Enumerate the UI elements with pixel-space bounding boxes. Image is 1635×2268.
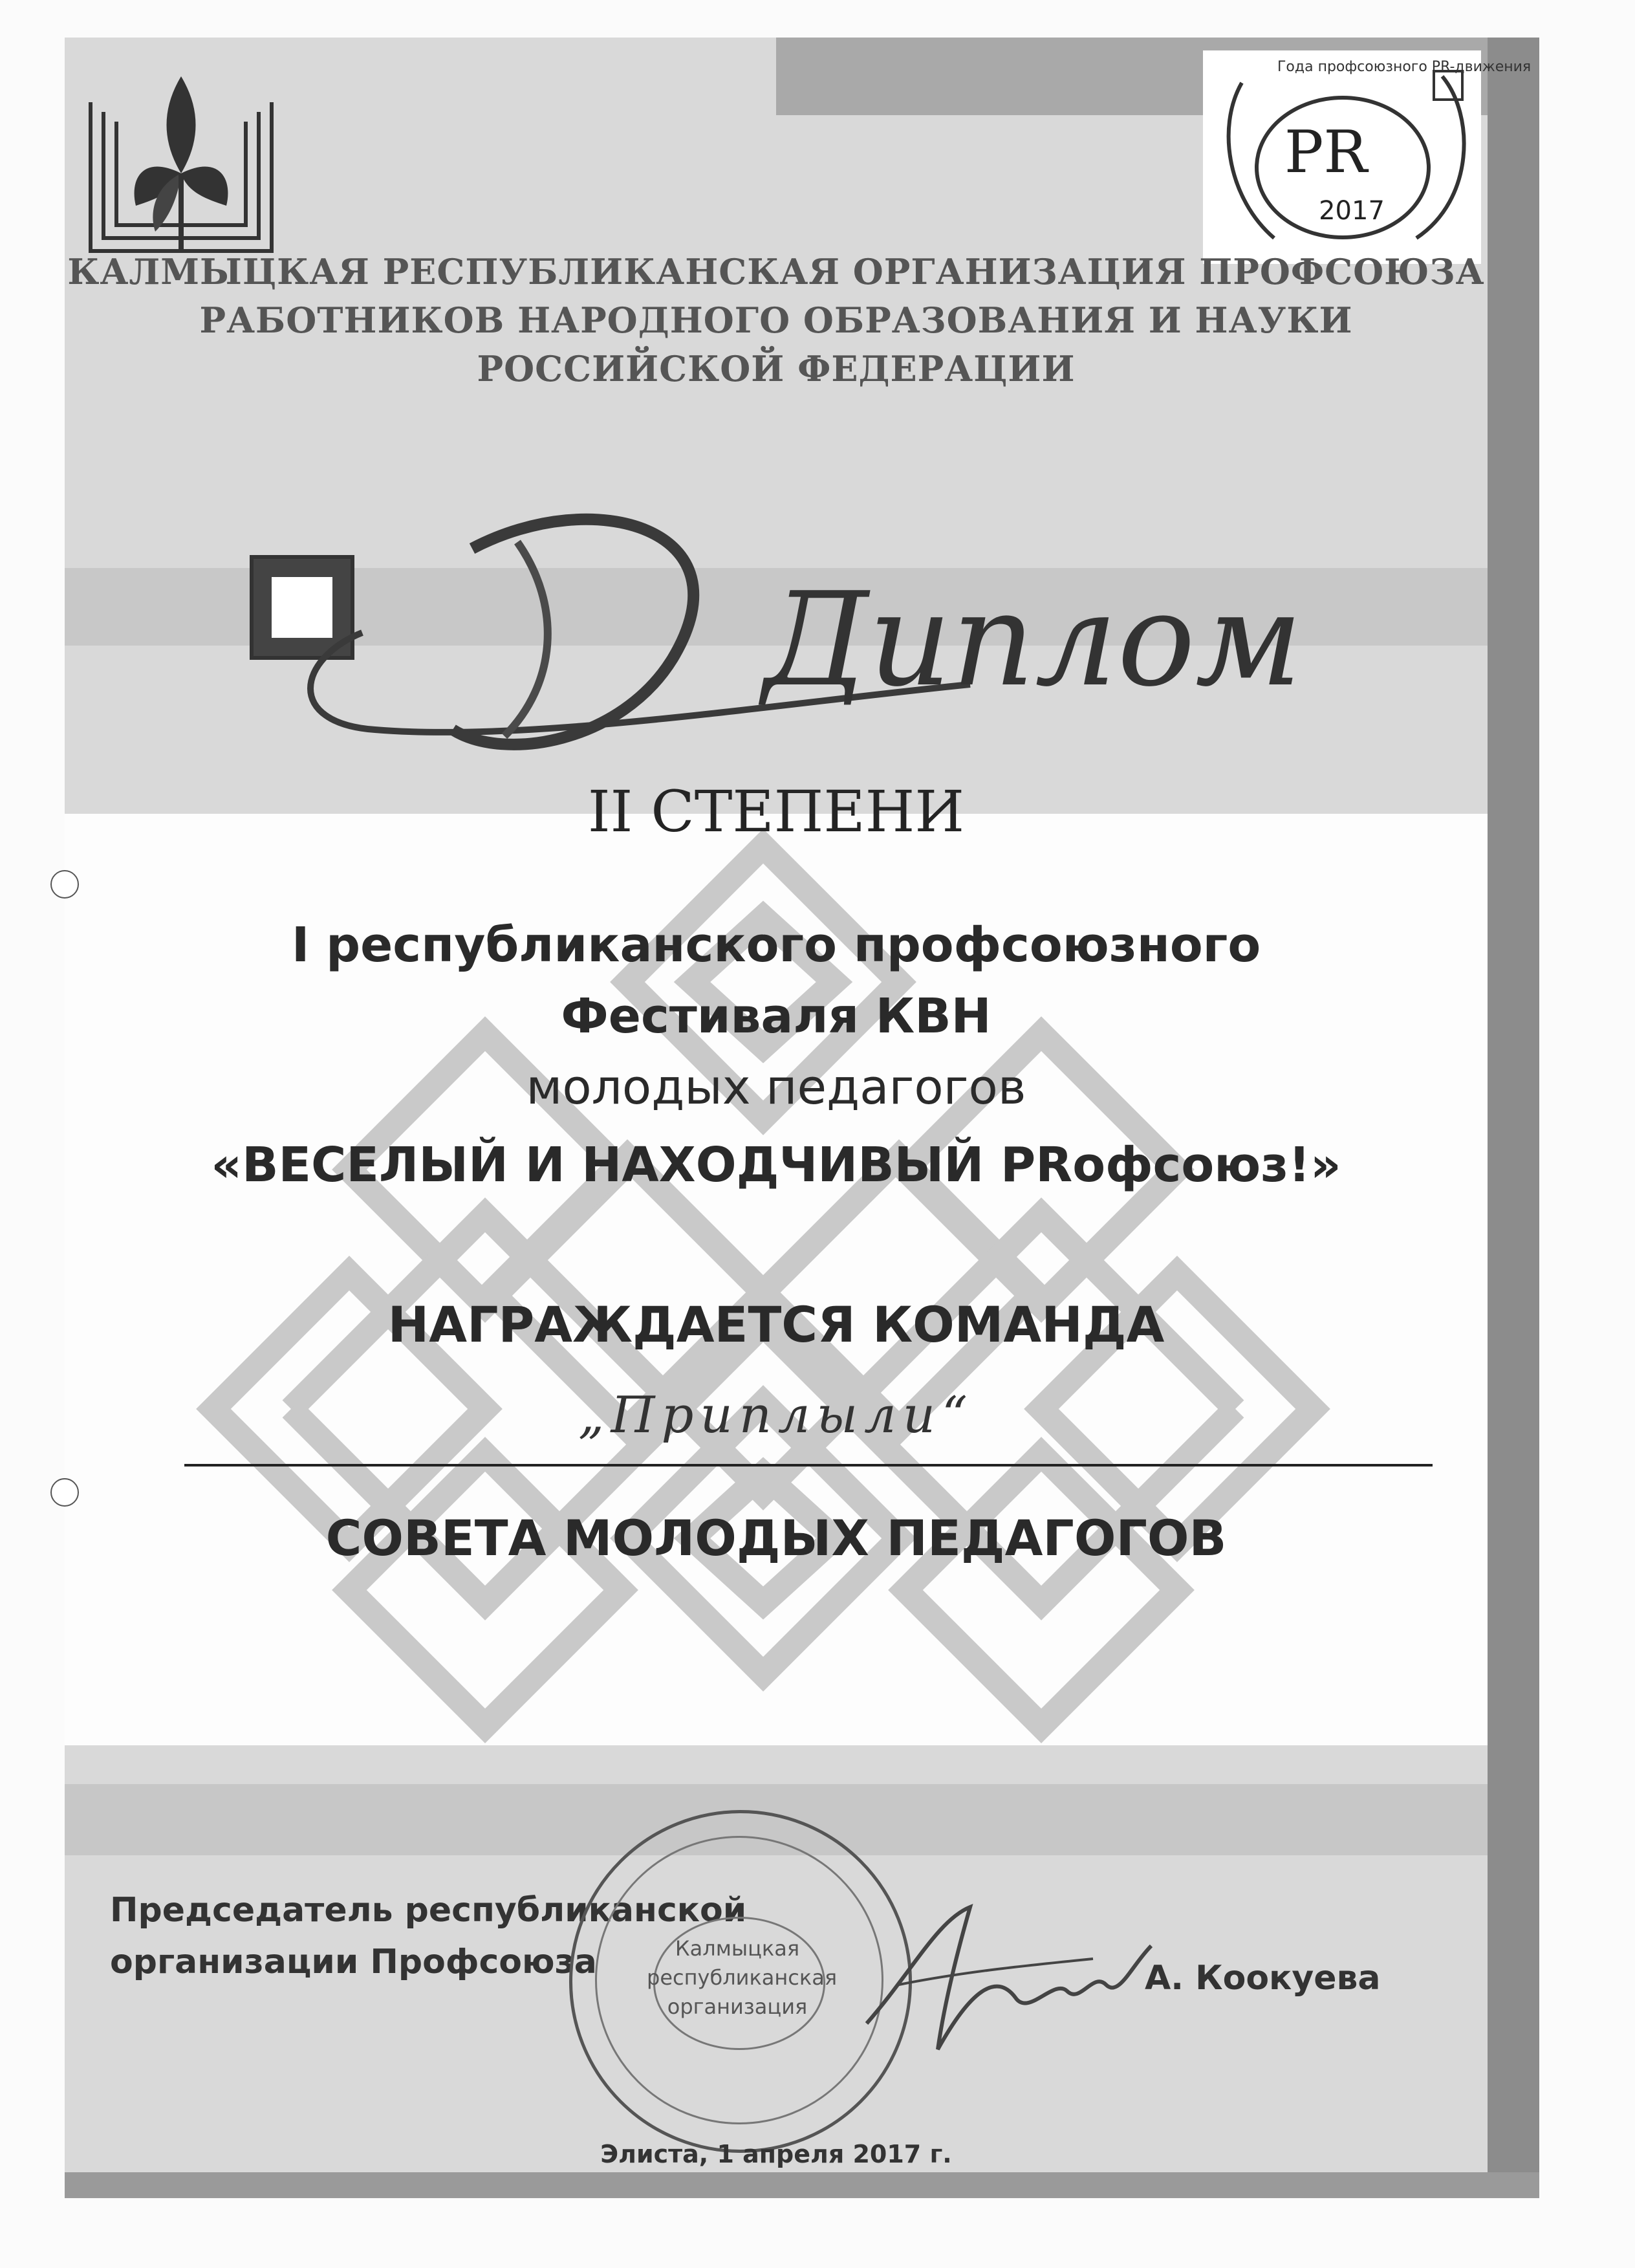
stamp-text-line-2: республиканская bbox=[647, 1965, 838, 1990]
place-and-date: Элиста, 1 апреля 2017 г. bbox=[600, 2140, 952, 2168]
punch-hole bbox=[50, 1478, 79, 1507]
award-line: НАГРАЖДАЕТСЯ КОМАНДА bbox=[387, 1296, 1165, 1353]
organization-line-2: РАБОТНИКОВ НАРОДНОГО ОБРАЗОВАНИЯ И НАУКИ bbox=[199, 300, 1353, 341]
handwritten-signature bbox=[860, 1894, 1158, 2062]
union-logo bbox=[78, 63, 285, 270]
pr-year-logo bbox=[1203, 50, 1532, 264]
pr-ring-text: Года профсоюзного PR-движения bbox=[1277, 59, 1532, 75]
team-organization: СОВЕТА МОЛОДЫХ ПЕДАГОГОВ bbox=[325, 1509, 1227, 1567]
diploma-title-calligraphy bbox=[259, 490, 1358, 781]
event-line-3: молодых педагогов bbox=[526, 1060, 1026, 1115]
signatory-position-line-1: Председатель республиканской bbox=[110, 1891, 747, 1930]
organization-line-1: КАЛМЫЦКАЯ РЕСПУБЛИКАНСКАЯ ОРГАНИЗАЦИЯ ПРОФСОЮЗА bbox=[67, 251, 1485, 292]
event-line-1: I республиканского профсоюзного bbox=[291, 917, 1261, 973]
event-line-2: Фестиваля КВН bbox=[561, 988, 991, 1044]
signatory-position-line-2: организации Профсоюза bbox=[110, 1943, 597, 1981]
bottom-border-band bbox=[65, 2172, 1539, 2198]
signatory-name: А. Коокуева bbox=[1145, 1959, 1381, 1998]
degree-title: II СТЕПЕНИ bbox=[587, 778, 965, 845]
diploma-title-text: Диплом bbox=[763, 565, 1303, 715]
organization-line-3: РОССИЙСКОЙ ФЕДЕРАЦИИ bbox=[477, 348, 1076, 389]
right-border-band bbox=[1488, 38, 1539, 2172]
stamp-text-line-1: Калмыцкая bbox=[675, 1936, 800, 1961]
pr-mini-logo-icon bbox=[1433, 70, 1464, 101]
pr-center-text: PR bbox=[1284, 118, 1368, 186]
team-name-handwritten: „Приплыли“ bbox=[578, 1386, 974, 1445]
stamp-text-line-3: организация bbox=[667, 1994, 808, 2019]
diploma-background bbox=[65, 38, 1532, 2172]
pr-year: 2017 bbox=[1319, 196, 1385, 226]
team-name-underline bbox=[184, 1464, 1433, 1467]
event-line-4: «ВЕСЕЛЫЙ И НАХОДЧИВЫЙ PRофсоюз!» bbox=[211, 1137, 1341, 1193]
punch-hole bbox=[50, 870, 79, 899]
